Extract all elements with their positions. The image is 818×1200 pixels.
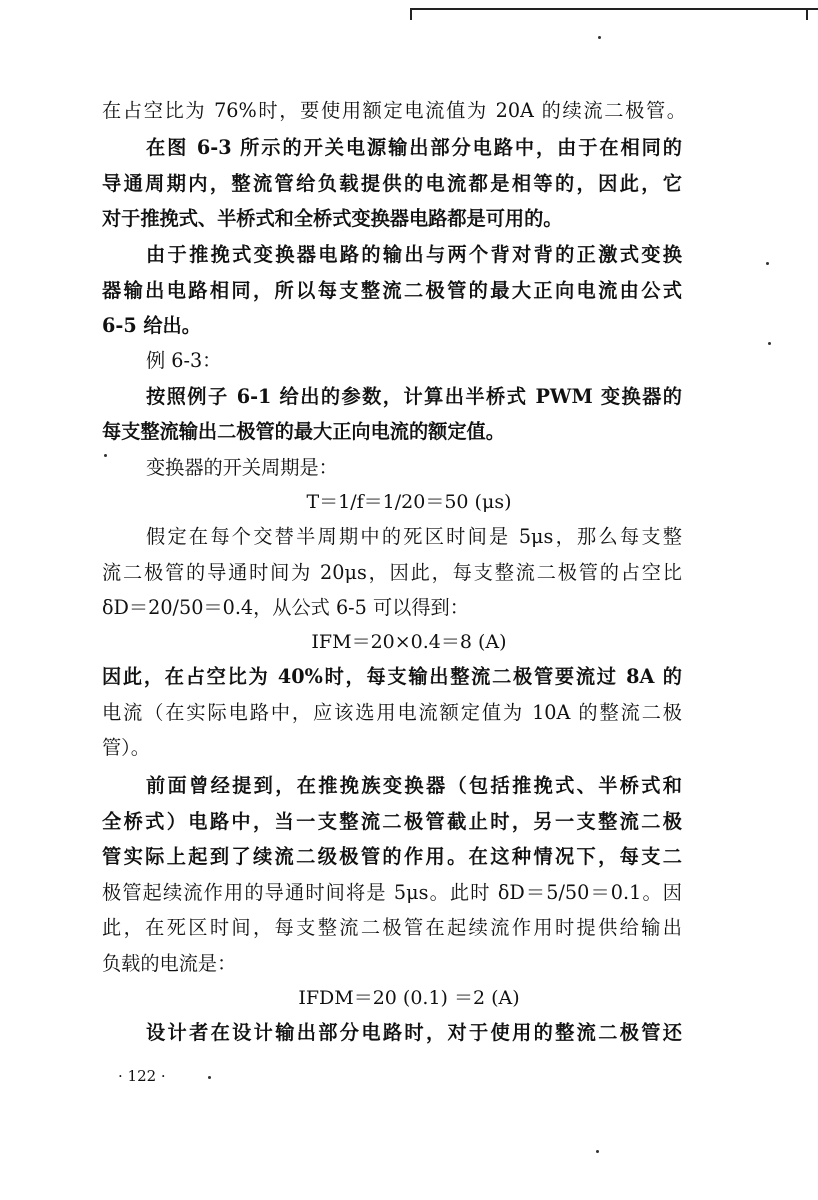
equation: IFM＝20×0.4＝8 (A)	[311, 631, 507, 653]
text-line: 导通周期内，整流管给负载提供的电流都是相等的，因此，它	[102, 172, 682, 195]
text-line: 按照例子 6-1 给出的参数，计算出半桥式 PWM 变换器的	[146, 385, 682, 408]
scan-speck	[596, 1150, 599, 1153]
text-line: 假定在每个交替半周期中的死区时间是 5μs，那么每支整	[146, 525, 682, 548]
text-line: 极管起续流作用的导通时间将是 5μs。此时 δD＝5/50＝0.1。因	[102, 881, 682, 904]
text-line: 在占空比为 76%时，要使用额定电流值为 20A 的续流二极管。	[102, 99, 686, 122]
text-line: 器输出电路相同，所以每支整流二极管的最大正向电流由公式	[102, 279, 682, 302]
scan-top-line	[410, 8, 818, 10]
text-line: 电流（在实际电路中，应该选用电流额定值为 10A 的整流二极	[102, 701, 682, 724]
text-line: 对于推挽式、半桥式和全桥式变换器电路都是可用的。	[102, 207, 563, 230]
text-line: 负载的电流是：	[102, 952, 237, 975]
equation: T＝1/f＝1/20＝50 (μs)	[306, 491, 512, 513]
text-line: 全桥式）电路中，当一支整流二极管截止时，另一支整流二极	[102, 810, 682, 833]
equation: IFDM＝20 (0.1) ＝2 (A)	[298, 987, 520, 1009]
text-line: 6-5 给出。	[102, 314, 201, 337]
text-line: 管）。	[102, 736, 150, 759]
page-number: · 122 ·	[118, 1067, 166, 1085]
text-line: 设计者在设计输出部分电路时，对于使用的整流二极管还	[146, 1021, 682, 1044]
text-line: 前面曾经提到，在推挽族变换器（包括推挽式、半桥式和	[146, 774, 682, 797]
text-line: 此，在死区时间，每支整流二极管在起续流作用时提供给输出	[102, 916, 682, 939]
text-line: 例 6-3：	[146, 349, 222, 372]
text-line: 由于推挽式变换器电路的输出与两个背对背的正激式变换	[146, 243, 682, 266]
text-line: 每支整流输出二极管的最大正向电流的额定值。	[102, 420, 505, 443]
text-line: 变换器的开关周期是：	[146, 456, 338, 479]
text-line: 流二极管的导通时间为 20μs，因此，每支整流二极管的占空比	[102, 561, 682, 584]
text-line: 在图 6-3 所示的开关电源输出部分电路中，由于在相同的	[146, 136, 682, 159]
scan-speck	[598, 36, 601, 39]
text-line: 因此，在占空比为 40%时，每支输出整流二极管要流过 8A 的	[102, 665, 682, 688]
text-line: 管实际上起到了续流二级极管的作用。在这种情况下，每支二	[102, 845, 682, 868]
text-line: δD＝20/50＝0.4，从公式 6-5 可以得到：	[102, 596, 469, 619]
